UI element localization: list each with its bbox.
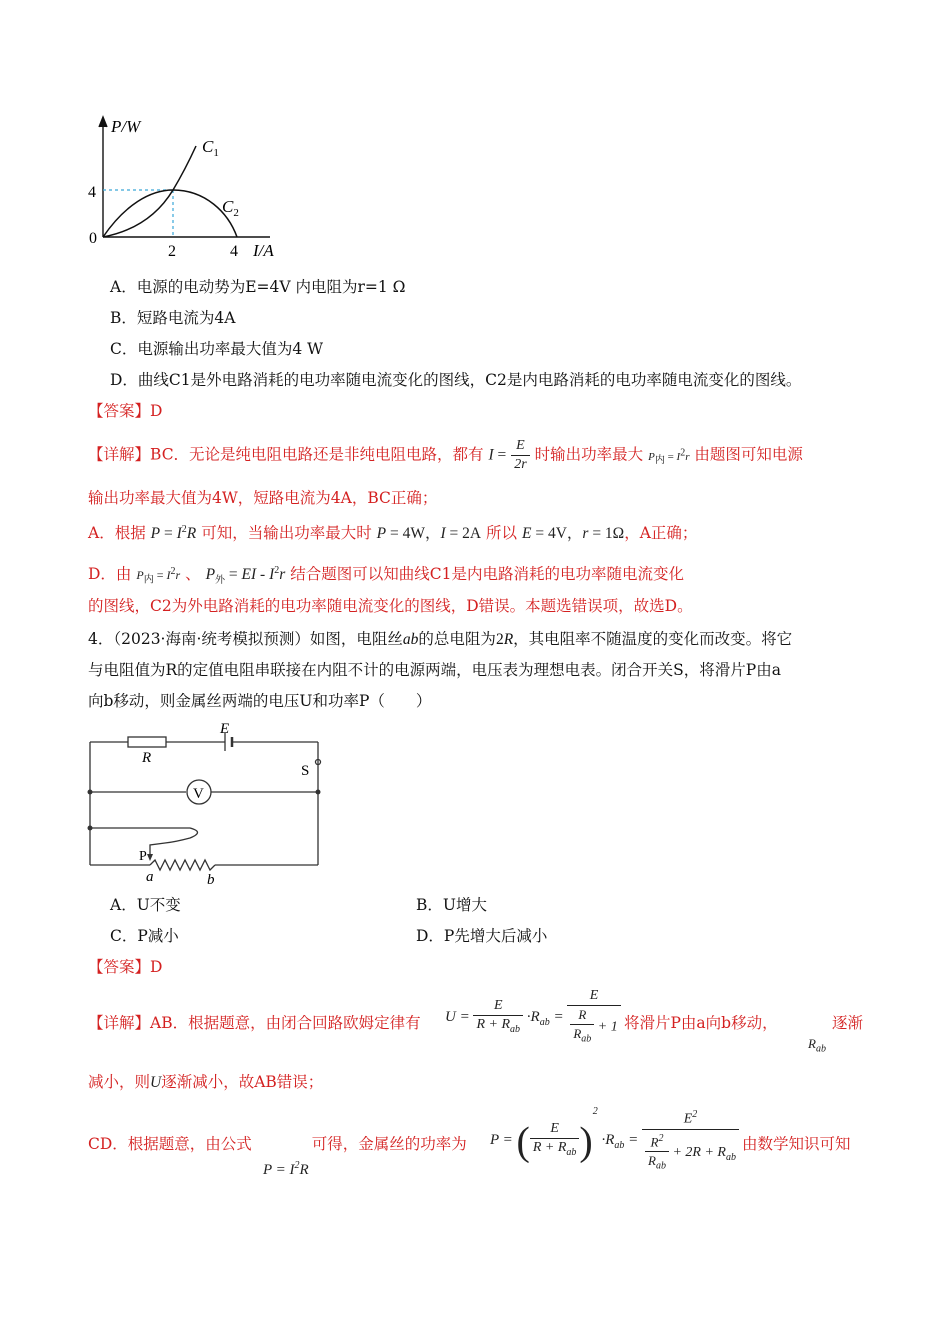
x-tick-2: 2	[168, 243, 176, 260]
q4-stem-line1: 4．（2023·海南·统考模拟预测）如图，电阻丝ab的总电阻为2R，其电阻率不随温度的变化而改变。将它	[88, 630, 793, 648]
q4-option-d: D．P先增大后减小	[416, 927, 548, 945]
q4-detail-ab-line2: 减小，则U逐渐减小，故AB错误；	[88, 1073, 324, 1091]
q3-detail-line5: 的图线，C2为外电路消耗的电功率随电流变化的图线，D错误。本题选错误项，故选D。	[88, 597, 693, 615]
q3-detail-line4: D．由 $P_内 = I^2r$ 、 $P_外$ = EI - $I^2r$ 结合题图可以知曲线C1是内电路消耗的电功率随电流变化	[88, 565, 684, 587]
curve-c1-label: $C_1$	[202, 137, 219, 159]
label-a: a	[146, 869, 154, 885]
resistor-r	[128, 737, 166, 747]
q4-formula-u: U = $\frac{E}{R + R_{ab}}$ $\cdot R_{ab}$ = E $\frac{R}{R_{ab}}$ + 1	[445, 987, 621, 1049]
y-tick-4: 4	[88, 184, 96, 201]
curve-c2-label: $C_2$	[222, 197, 239, 219]
label-b: b	[207, 872, 215, 888]
q4-stem-line3: 向b移动，则金属丝两端的电压U和功率P（ ）	[88, 692, 432, 710]
label-s: S	[301, 763, 310, 779]
q4-detail-cd-text: CD．根据题意，由公式 可得，金属丝的功率为	[88, 1135, 467, 1153]
label-r: R	[142, 750, 152, 766]
q4-formula-p-i2r: $P = I^2R$	[263, 1160, 309, 1178]
label-p: P	[139, 849, 147, 864]
q4-detail-ab-text2: 将滑片P由a向b移动，	[624, 1014, 778, 1032]
q4-rab-symbol: $R_{ab}$	[808, 1036, 826, 1055]
q4-stem-line2: 与电阻值为R的定值电阻串联接在内阻不计的电源两端，电压表为理想电表。闭合开关S，将滑片P由a	[88, 661, 781, 679]
y-axis-label: P/W	[111, 117, 141, 136]
label-v: V	[193, 786, 204, 802]
q3-option-d: D．曲线C1是外电路消耗的电功率随电流变化的图线，C2是内电路消耗的电功率随电流变化的图线。	[110, 371, 802, 389]
q3-option-c: C．电源输出功率最大值为4 W	[110, 340, 324, 358]
q4-option-c: C．P减小	[110, 927, 179, 945]
label-e: E	[220, 721, 230, 737]
q4-formula-power: P = ( $\frac{E}{R + R_{ab}}$ )$^2 \cdot R_{ab}$ = $E^2$ $\frac{R^2}{R_{ab}}$ + $2R + R_{ab}$	[490, 1106, 739, 1176]
q4-option-b: B．U增大	[416, 896, 487, 914]
q3-option-a: A．电源的电动势为E=4V 内电阻为r=1 Ω	[110, 278, 406, 296]
x-tick-4: 4	[230, 243, 238, 260]
q4-detail-cd-text2: 由数学知识可知	[742, 1135, 851, 1153]
q3-detail-line3: A．根据 $P = I^2R$ 可知，当输出功率最大时 P = 4W，I = 2A 所以 E = 4V，r = 1Ω，A正确；	[88, 524, 698, 543]
q3-detail-line1: 【详解】BC．无论是纯电阻电路还是非纯电阻电路，都有 I = $\frac{E}{2r}$ 时输出功率最大 $P_内 = I^2r$ 由题图可知电源	[88, 438, 803, 472]
q3-option-b: B．短路电流为4A	[110, 309, 236, 327]
origin-label: 0	[89, 230, 97, 247]
q4-option-a: A．U不变	[110, 896, 181, 914]
x-axis-label: I/A	[253, 241, 274, 260]
rheostat-ab	[150, 860, 215, 870]
q4-detail-ab-text3: 逐渐	[832, 1014, 864, 1032]
q3-detail-line2: 输出功率最大值为4W，短路电流为4A，BC正确；	[88, 489, 438, 507]
q4-detail-ab-text: 【详解】AB．根据题意，由闭合回路欧姆定律有	[88, 1014, 421, 1032]
q4-answer: 【答案】D	[88, 958, 163, 976]
q3-answer: 【答案】D	[88, 402, 163, 420]
fraction-e-2r: $\frac{E}{2r}$	[511, 437, 529, 474]
